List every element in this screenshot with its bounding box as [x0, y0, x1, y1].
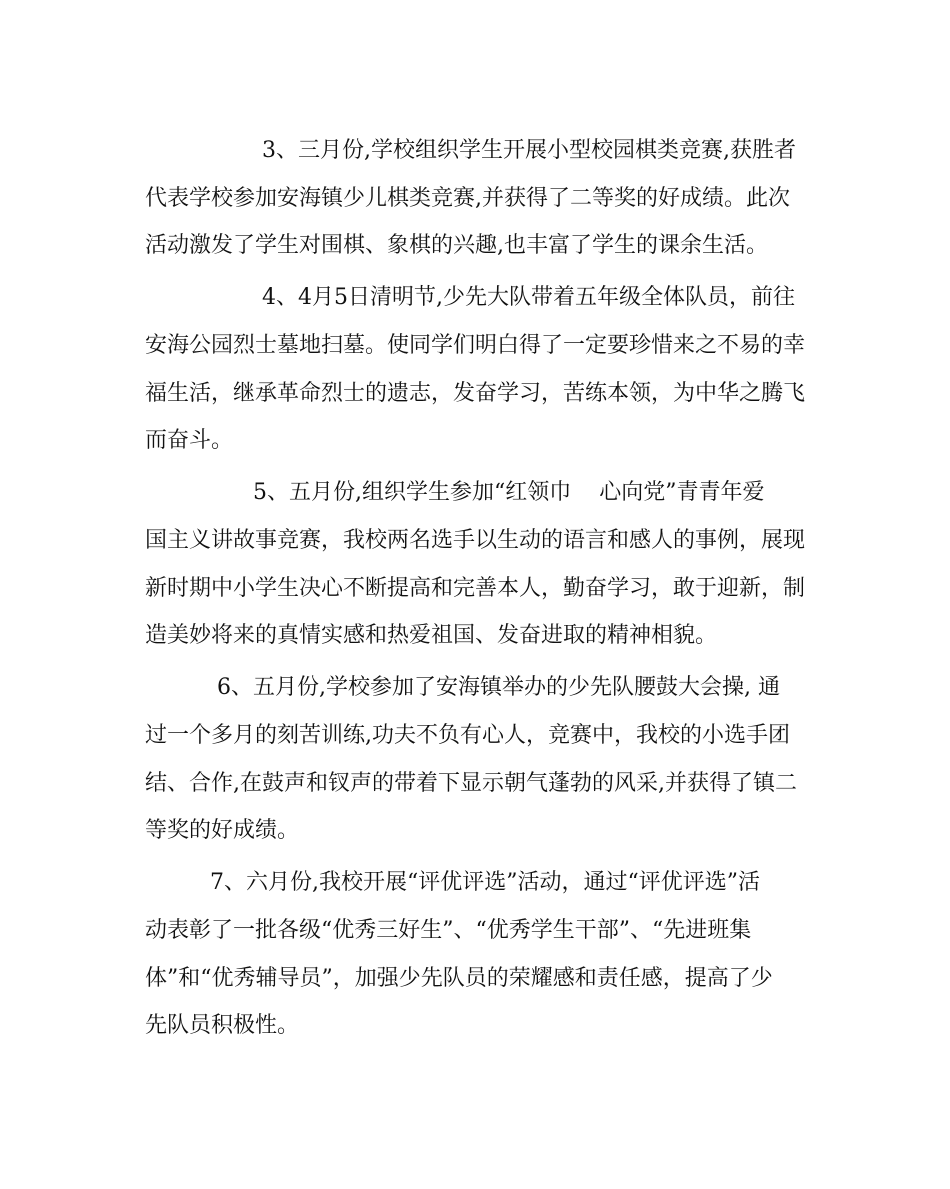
- paragraph-7-line-3: 体”和“优秀辅导员”，加强少先队员的荣耀感和责任感，提高了少: [145, 966, 773, 991]
- paragraph-5-line-3: 新时期中小学生决心不断提高和完善本人，勤奋学习，敢于迎新，制: [145, 576, 806, 601]
- paragraph-5-line-1: 5、五月份,组织学生参加“红领巾 心向党”青青年爱: [253, 480, 765, 505]
- paragraph-4-line-3: 福生活，继承革命烈士的遗志，发奋学习，苦练本领，为中华之腾飞: [145, 381, 806, 406]
- paragraph-4-line-2: 安海公园烈士墓地扫墓。使同学们明白得了一定要珍惜来之不易的幸: [145, 333, 806, 358]
- paragraph-7-line-4: 先队员积极性。: [145, 1013, 300, 1038]
- paragraph-6-line-1: 6、五月份,学校参加了安海镇举办的少先队腰鼓大会操, 通: [217, 675, 780, 700]
- paragraph-5-line-4: 造美妙将来的真情实感和热爱祖国、发奋进取的精神相貌。: [145, 623, 718, 648]
- paragraph-7-line-2: 动表彰了一批各级“优秀三好生”、“优秀学生干部”、“先进班集: [145, 918, 752, 943]
- paragraph-4-line-4: 而奋斗。: [145, 428, 234, 453]
- paragraph-3-line-2: 代表学校参加安海镇少儿棋类竞赛,并获得了二等奖的好成绩。此次: [145, 186, 790, 211]
- paragraph-6-line-2: 过一个多月的刻苦训练,功夫不负有心人，竞赛中，我校的小选手团: [145, 723, 790, 748]
- paragraph-3-line-1: 3、三月份,学校组织学生开展小型校园棋类竞赛,获胜者: [262, 138, 796, 163]
- paragraph-5-line-2: 国主义讲故事竞赛，我校两名选手以生动的语言和感人的事例，展现: [145, 528, 806, 553]
- paragraph-6-line-4: 等奖的好成绩。: [145, 818, 300, 843]
- paragraph-3-line-3: 活动激发了学生对围棋、象棋的兴趣,也丰富了学生的课余生活。: [145, 233, 768, 258]
- paragraph-6-line-3: 结、合作,在鼓声和钗声的带着下显示朝气蓬勃的风采,并获得了镇二: [145, 771, 797, 796]
- paragraph-4-line-1: 4、4月5日清明节,少先大队带着五年级全体队员，前往: [262, 285, 795, 310]
- paragraph-7-line-1: 7、六月份,我校开展“评优评选”活动，通过“评优评选”活: [210, 870, 760, 895]
